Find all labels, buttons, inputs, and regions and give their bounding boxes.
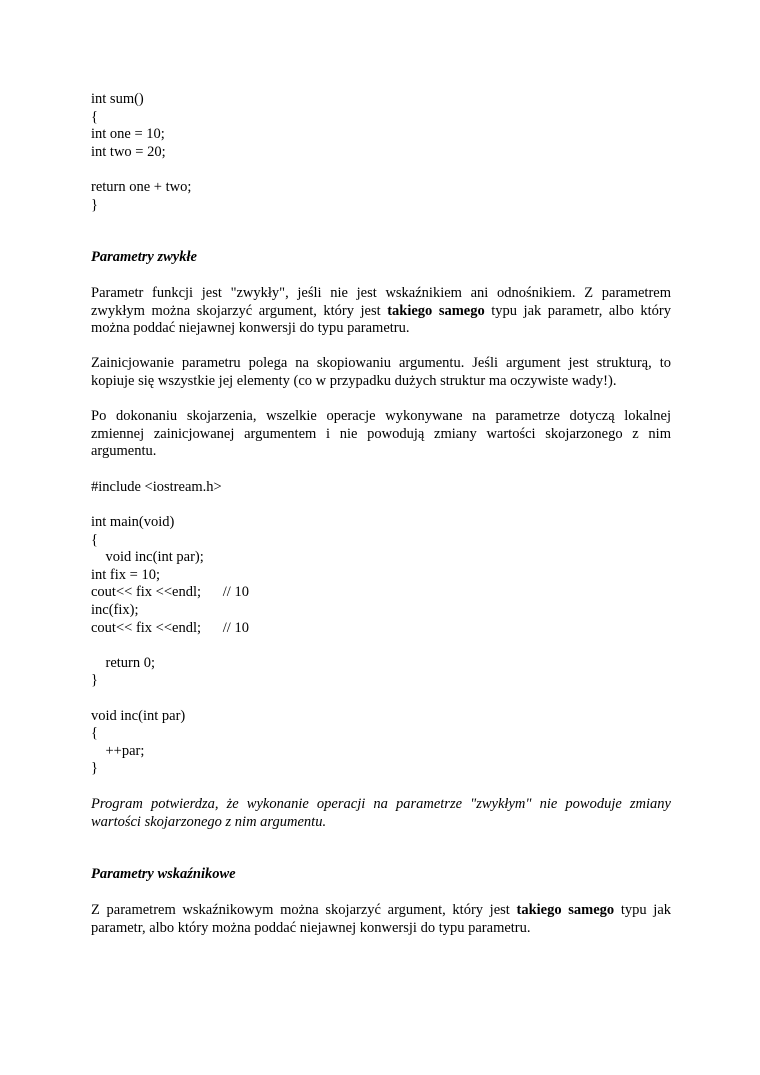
paragraph-line: zmiennej zainicjowanej argumentem i nie powodują zmiany wartości skojarzonego z nim (91, 425, 671, 442)
code-line: inc(fix); (91, 601, 139, 618)
code-line (91, 690, 671, 708)
bold-text: takiego samego (387, 302, 485, 319)
code-include (91, 479, 671, 497)
paragraph-3 (91, 408, 671, 461)
code-line (91, 161, 671, 179)
code-line: int one = 10; (91, 126, 165, 143)
code-main-block (91, 514, 671, 778)
code-line: int fix = 10; (91, 566, 160, 583)
paragraph-4 (91, 902, 671, 937)
code-line: ++par; (91, 742, 145, 759)
bold-text: takiego samego (516, 902, 615, 918)
code-line: cout<< fix <<endl; // 10 (91, 619, 249, 636)
paragraph-line: Po dokonaniu skojarzenia, wszelkie operacje wykonywane na parametrze dotyczą lokalnej (91, 408, 671, 424)
code-line: } (91, 760, 98, 777)
heading-text: Parametry wskaźnikowe (91, 866, 236, 882)
text-run: typu jak parametr, albo który (484, 302, 671, 319)
heading-text: Parametry zwykłe (91, 249, 197, 265)
note-line: Program potwierdza, że wykonanie operacji na parametrze "zwykłym" nie powoduje zmiany (91, 796, 671, 812)
code-sum-block (91, 91, 671, 214)
paragraph-1 (91, 285, 671, 338)
paragraph-line: Zainicjowanie parametru polega na skopiowaniu argumentu. Jeśli argument jest strukturą, to (91, 355, 671, 371)
code-line: { (91, 725, 98, 742)
paragraph-line: można poddać niejawnej konwersji do typu parametru. (91, 320, 410, 337)
section-heading-parametry-zwykle (91, 249, 671, 267)
code-line: void inc(int par); (91, 549, 204, 566)
paragraph-line: argumentu. (91, 443, 157, 460)
paragraph-line: Parametr funkcji jest "zwykły", jeśli nie jest wskaźnikiem ani odnośnikiem. Z parametrem (91, 285, 671, 301)
code-line: { (91, 108, 98, 125)
code-line: } (91, 672, 98, 689)
paragraph-line: kopiuje się wszystkie jej elementy (co w przypadku dużych struktur ma oczywiste wady!). (91, 372, 617, 389)
text-run: zwykłym można skojarzyć argument, który jest (91, 302, 388, 319)
paragraph-line: parametr, albo który można poddać niejawnej konwersji do typu parametru. (91, 919, 531, 936)
code-line: } (91, 196, 98, 213)
code-line: int sum() (91, 91, 144, 107)
paragraph-2 (91, 355, 671, 390)
code-line: int two = 20; (91, 143, 166, 160)
code-line: return one + two; (91, 178, 192, 195)
paragraph-line (91, 303, 671, 321)
code-line: { (91, 531, 98, 548)
code-line: cout<< fix <<endl; // 10 (91, 584, 249, 601)
paragraph-line (91, 902, 671, 920)
note-line: wartości skojarzonego z nim argumentu. (91, 813, 327, 830)
code-line: void inc(int par) (91, 707, 186, 724)
text-run: Z parametrem wskaźnikowym można skojarzyć argument, który jest (91, 902, 517, 918)
code-line: return 0; (91, 654, 156, 671)
italic-note (91, 796, 671, 831)
section-heading-parametry-wskaznikowe (91, 866, 671, 884)
text-run: typu jak (614, 902, 672, 918)
code-line: #include <iostream.h> (91, 479, 222, 495)
code-line (91, 637, 671, 655)
code-line: int main(void) (91, 514, 175, 530)
